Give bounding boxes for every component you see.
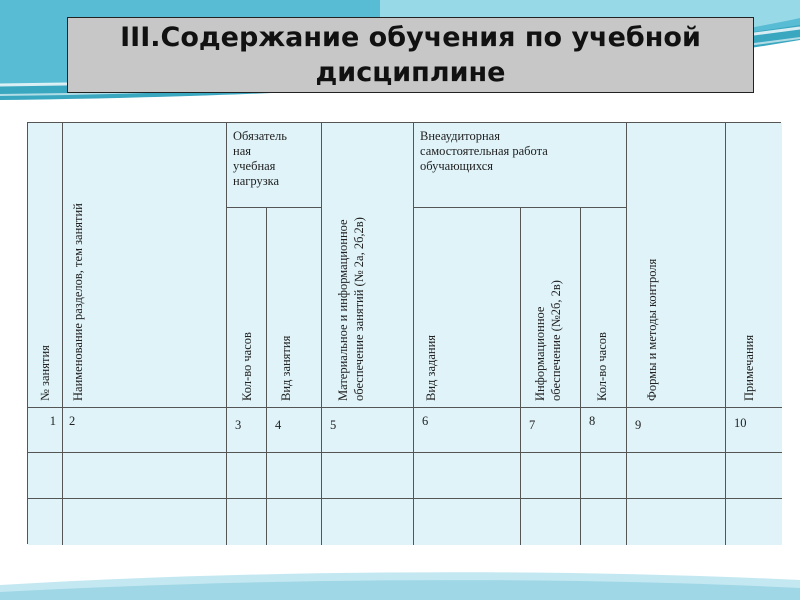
table-cell: [227, 453, 267, 499]
table-cell: [414, 499, 521, 545]
header-lesson-no-label: № занятия: [38, 345, 52, 401]
header-hours-count: [227, 208, 267, 408]
table-cell: [63, 453, 227, 499]
table-cell: [581, 499, 627, 545]
column-number-cell: [322, 408, 414, 453]
column-number-cell: [726, 408, 782, 453]
column-number: 2: [69, 414, 76, 428]
column-number-cell: [414, 408, 521, 453]
header-section-names-label: Наименование разделов, тем занятий: [71, 203, 85, 401]
column-number-cell: [28, 408, 63, 453]
header-control-forms-label: Формы и методы контроля: [645, 258, 659, 401]
table-cell: [414, 453, 521, 499]
header-notes: [726, 123, 782, 408]
column-number: 8: [589, 414, 596, 428]
slide-title-line2: дисциплине: [315, 57, 506, 88]
header-control-forms: [627, 123, 726, 408]
table-cell: [322, 453, 414, 499]
column-number: 1: [49, 414, 56, 428]
header-material-support: [322, 123, 414, 408]
header-info-support-line2: обеспечение (№2б, 2в): [549, 280, 563, 401]
header-mandatory-load-line2: ная: [233, 144, 251, 158]
table-cell: [581, 453, 627, 499]
table-cell: [627, 499, 726, 545]
header-mandatory-load-line1: Обязатель: [233, 129, 287, 143]
slide-title: [67, 17, 754, 93]
column-number-cell: [581, 408, 627, 453]
column-number-cell: [63, 408, 227, 453]
column-number-cell: [227, 408, 267, 453]
header-material-support-line2: обеспечение занятий (№ 2а, 2б,2в): [352, 217, 366, 401]
header-task-type: [414, 208, 521, 408]
header-section-names: [63, 123, 227, 408]
table-cell: [227, 499, 267, 545]
header-lesson-type: [267, 208, 322, 408]
table-cell: [28, 499, 63, 545]
table-cell: [726, 499, 782, 545]
table-cell: [322, 499, 414, 545]
header-info-support-line1: Информационное: [533, 306, 547, 401]
header-extracurricular-work: [414, 123, 627, 208]
header-mandatory-load-line4: нагрузка: [233, 174, 280, 188]
column-number: 5: [330, 418, 337, 432]
header-notes-label: Примечания: [742, 334, 756, 401]
table-cell: [267, 499, 322, 545]
header-extracurricular-line3: обучающихся: [420, 159, 494, 173]
table-cell: [726, 453, 782, 499]
content-table: [27, 122, 781, 544]
column-number-cell: [267, 408, 322, 453]
column-number: 7: [529, 418, 536, 432]
table-cell: [267, 453, 322, 499]
column-number: 6: [422, 414, 429, 428]
header-lesson-no: [28, 123, 63, 408]
table-cell: [63, 499, 227, 545]
header-mandatory-load-line3: учебная: [233, 159, 276, 173]
footer-wave-decoration: [0, 540, 800, 600]
header-lesson-type-label: Вид занятия: [279, 335, 293, 401]
header-hours-count-2-label: Кол-во часов: [595, 332, 609, 401]
column-number-cell: [521, 408, 581, 453]
header-hours-count-label: Кол-во часов: [240, 332, 254, 401]
slide-title-line1: III.Содержание обучения по учебной: [120, 22, 701, 53]
header-task-type-label: Вид задания: [424, 334, 438, 401]
header-hours-count-2: [581, 208, 627, 408]
table-cell: [627, 453, 726, 499]
column-number: 4: [275, 418, 282, 432]
header-extracurricular-line1: Внеаудиторная: [420, 129, 500, 143]
table-cell: [521, 453, 581, 499]
table-cell: [521, 499, 581, 545]
column-number: 10: [734, 416, 747, 430]
column-number-cell: [627, 408, 726, 453]
table-cell: [28, 453, 63, 499]
header-material-support-line1: Материальное и информационное: [336, 219, 350, 401]
header-info-support: [521, 208, 581, 408]
header-extracurricular-line2: самостоятельная работа: [420, 144, 548, 158]
column-number: 9: [635, 418, 642, 432]
header-mandatory-load: [227, 123, 322, 208]
column-number: 3: [235, 418, 242, 432]
